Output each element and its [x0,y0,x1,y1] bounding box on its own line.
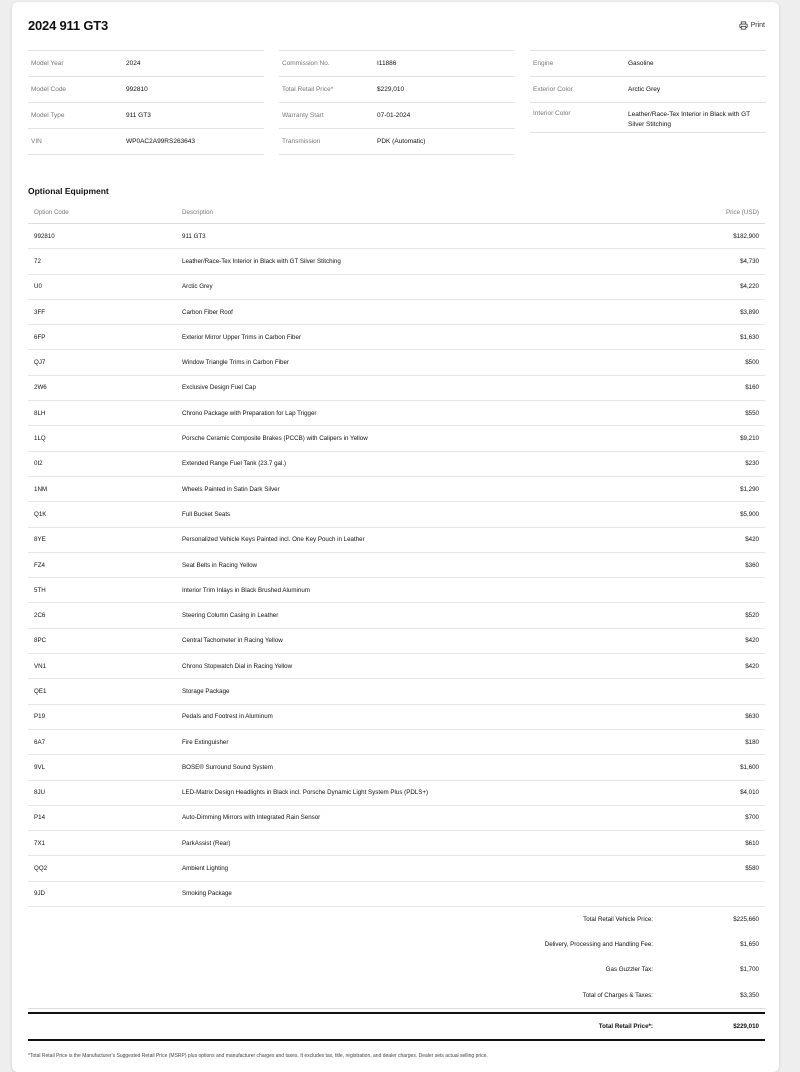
option-code: 1LQ [34,435,46,443]
option-code: QQ2 [34,865,48,873]
option-price: $3,890 [740,308,759,316]
option-price: $4,220 [740,283,759,291]
option-description: BOSE® Surround Sound System [182,763,273,771]
total-value: $1,650 [740,941,759,949]
total-value: $3,350 [740,991,759,999]
footnote: *Total Retail Price is the Manufacturer's Suggested Retail Price (MSRP) plus options and manufacturer charges and taxes. It excludes tax, title, registration, and dealer charges. Dealer sets actual selling price. [28,1053,488,1059]
option-price: $360 [745,561,759,569]
spec-row [279,76,515,102]
option-code: 7X1 [34,839,46,847]
option-description: Interior Trim Inlays in Black Brushed Aluminum [182,586,310,594]
option-description: Personalized Vehicle Keys Painted incl. One Key Pouch in Leather [182,536,365,544]
option-description: Auto-Dimming Mirrors with Integrated Rain Sensor [182,814,321,822]
table-row [28,426,765,451]
spec-label: Warranty Start [282,112,324,119]
option-code: 9VL [34,763,46,771]
spec-column-2 [279,50,515,155]
spec-label: Transmission [282,138,321,145]
spec-value: 07-01-2024 [377,111,411,119]
option-code: 6FP [34,333,46,341]
spec-label: Interior Color [533,110,571,117]
option-code: VN1 [34,662,47,670]
table-row [28,300,765,325]
option-description: Leather/Race-Tex Interior in Black with GT Silver Stitching [182,257,341,265]
table-row [28,831,765,856]
option-description: Central Tachometer in Racing Yellow [182,637,283,645]
spec-row [530,50,766,76]
spec-row [530,102,766,133]
total-label: Total of Charges & Taxes: [582,991,653,999]
table-row [28,856,765,881]
option-price: $700 [745,814,759,822]
total-retail-price-row [28,1012,765,1041]
column-header-price: Price (USD) [725,208,759,216]
table-row [28,578,765,603]
option-code: 2C6 [34,612,46,620]
table-header [28,201,765,224]
option-code: 72 [34,257,41,265]
print-button[interactable] [739,21,765,30]
spec-label: Model Type [31,112,65,119]
table-row [28,730,765,755]
total-charges-row [28,983,765,1009]
gas-guzzler-tax-row [28,957,765,982]
option-price: $9,210 [740,435,759,443]
printer-icon [739,21,748,30]
option-code: 8LH [34,409,46,417]
spec-value: Arctic Grey [628,85,661,93]
spec-row [28,128,264,155]
table-row [28,401,765,426]
spec-value: I11886 [377,59,397,67]
spec-value: $229,010 [377,85,405,93]
option-price: $520 [745,612,759,620]
column-header-code: Option Code [34,208,69,216]
option-price: $550 [745,409,759,417]
spec-row [28,50,264,76]
table-row [28,603,765,628]
spec-value: WP0AC2A99RS263643 [126,137,196,145]
spec-value: PDK (Automatic) [377,137,426,145]
table-row [28,705,765,730]
option-code: 8PC [34,637,47,645]
option-price: $180 [745,738,759,746]
table-row [28,679,765,704]
table-row [28,275,765,300]
option-description: Seat Belts in Racing Yellow [182,561,257,569]
spec-value: 911 GT3 [126,111,151,119]
spec-row [279,50,515,76]
page-title: 2024 911 GT3 [28,18,108,33]
option-description: Exclusive Design Fuel Cap [182,384,256,392]
option-code: 5TH [34,586,46,594]
spec-label: VIN [31,138,42,145]
option-description: LED-Matrix Design Headlights in Black incl. Porsche Dynamic Light System Plus (PDLS+) [182,789,429,797]
option-price: $630 [745,713,759,721]
option-code: 8YE [34,536,46,544]
column-header-description: Description [182,208,213,216]
total-label: Gas Guzzler Tax: [605,966,653,974]
total-value: $229,010 [733,1022,759,1030]
option-price: $160 [745,384,759,392]
table-row [28,528,765,553]
option-description: Fire Extinguisher [182,738,229,746]
spec-value: Leather/Race-Tex Interior in Black with GT Silver Stitching [628,111,750,128]
table-row [28,325,765,350]
total-label: Total Retail Price*: [598,1022,653,1030]
table-row [28,350,765,375]
total-label: Total Retail Vehicle Price: [583,916,653,924]
option-description: Full Bucket Seats [182,510,231,518]
option-code: 3FF [34,308,46,316]
option-description: Wheels Painted in Satin Dark Silver [182,485,280,493]
table-row [28,477,765,502]
spec-column-1 [28,50,264,155]
option-description: 911 GT3 [182,232,206,240]
spec-label: Model Year [31,60,64,67]
table-row [28,452,765,477]
option-description: Porsche Ceramic Composite Brakes (PCCB) with Calipers in Yellow [182,435,368,443]
option-description: Arctic Grey [182,283,213,291]
table-row [28,376,765,401]
spec-label: Commission No. [282,60,330,67]
spec-label: Engine [533,60,554,67]
table-row [28,553,765,578]
table-row [28,654,765,679]
table-row [28,755,765,780]
table-row [28,781,765,806]
total-value: $225,660 [733,916,759,924]
spec-label: Model Code [31,86,67,93]
option-code: 0I2 [34,460,43,468]
equipment-table [28,201,765,1041]
option-price: $610 [745,839,759,847]
option-code: FZ4 [34,561,46,569]
option-price: $500 [745,359,759,367]
option-description: Window Triangle Trims in Carbon Fiber [182,359,289,367]
option-description: Extended Range Fuel Tank (23.7 gal.) [182,460,287,468]
option-price: $1,290 [740,485,759,493]
delivery-fee-row [28,932,765,957]
option-description: Storage Package [182,687,230,695]
total-label: Delivery, Processing and Handling Fee: [544,941,653,949]
spec-row [530,76,766,102]
total-value: $1,700 [740,966,759,974]
window-sticker-card [12,2,779,1072]
option-price: $1,630 [740,333,759,341]
option-description: Smoking Package [182,890,232,898]
total-vehicle-price-row [28,907,765,932]
table-row [28,806,765,831]
option-code: 9JD [34,890,46,898]
option-price: $5,900 [740,510,759,518]
option-description: Ambient Lighting [182,865,229,873]
option-code: 6A7 [34,738,46,746]
option-description: Exterior Mirror Upper Trims in Carbon Fiber [182,333,301,341]
option-description: Chrono Stopwatch Dial in Racing Yellow [182,662,293,670]
print-label: Print [750,22,765,29]
option-code: Q1K [34,510,47,518]
option-code: 1NM [34,485,48,493]
option-price: $420 [745,637,759,645]
option-price: $182,900 [733,232,759,240]
spec-value: 992810 [126,85,148,93]
spec-value: 2024 [126,59,141,67]
table-body [28,224,765,907]
option-description: Steering Column Casing in Leather [182,612,279,620]
option-code: P19 [34,713,46,721]
option-price: $420 [745,536,759,544]
option-price: $4,730 [740,257,759,265]
option-code: P14 [34,814,46,822]
option-price: $420 [745,662,759,670]
option-price: $580 [745,865,759,873]
option-code: U0 [34,283,42,291]
option-price: $230 [745,460,759,468]
table-row [28,882,765,907]
option-code: QE1 [34,687,47,695]
option-description: Pedals and Footrest in Aluminum [182,713,273,721]
spec-row [279,102,515,128]
option-code: 8JU [34,789,46,797]
spec-column-3 [530,50,766,133]
spec-row [28,102,264,128]
option-code: 992810 [34,232,55,240]
table-row [28,629,765,654]
spec-row [28,76,264,102]
option-code: 2W6 [34,384,47,392]
spec-label: Total Retail Price* [282,86,334,93]
table-row [28,224,765,249]
section-title-optional-equipment: Optional Equipment [28,186,109,196]
option-code: QJ7 [34,359,46,367]
spec-value: Gasoline [628,59,654,67]
spec-label: Exterior Color [533,86,573,93]
table-row [28,502,765,527]
option-description: Chrono Package with Preparation for Lap Trigger [182,409,317,417]
option-price: $4,010 [740,789,759,797]
spec-row [279,128,515,155]
option-description: ParkAssist (Rear) [182,839,231,847]
table-row [28,249,765,274]
option-price: $1,600 [740,763,759,771]
option-description: Carbon Fiber Roof [182,308,233,316]
